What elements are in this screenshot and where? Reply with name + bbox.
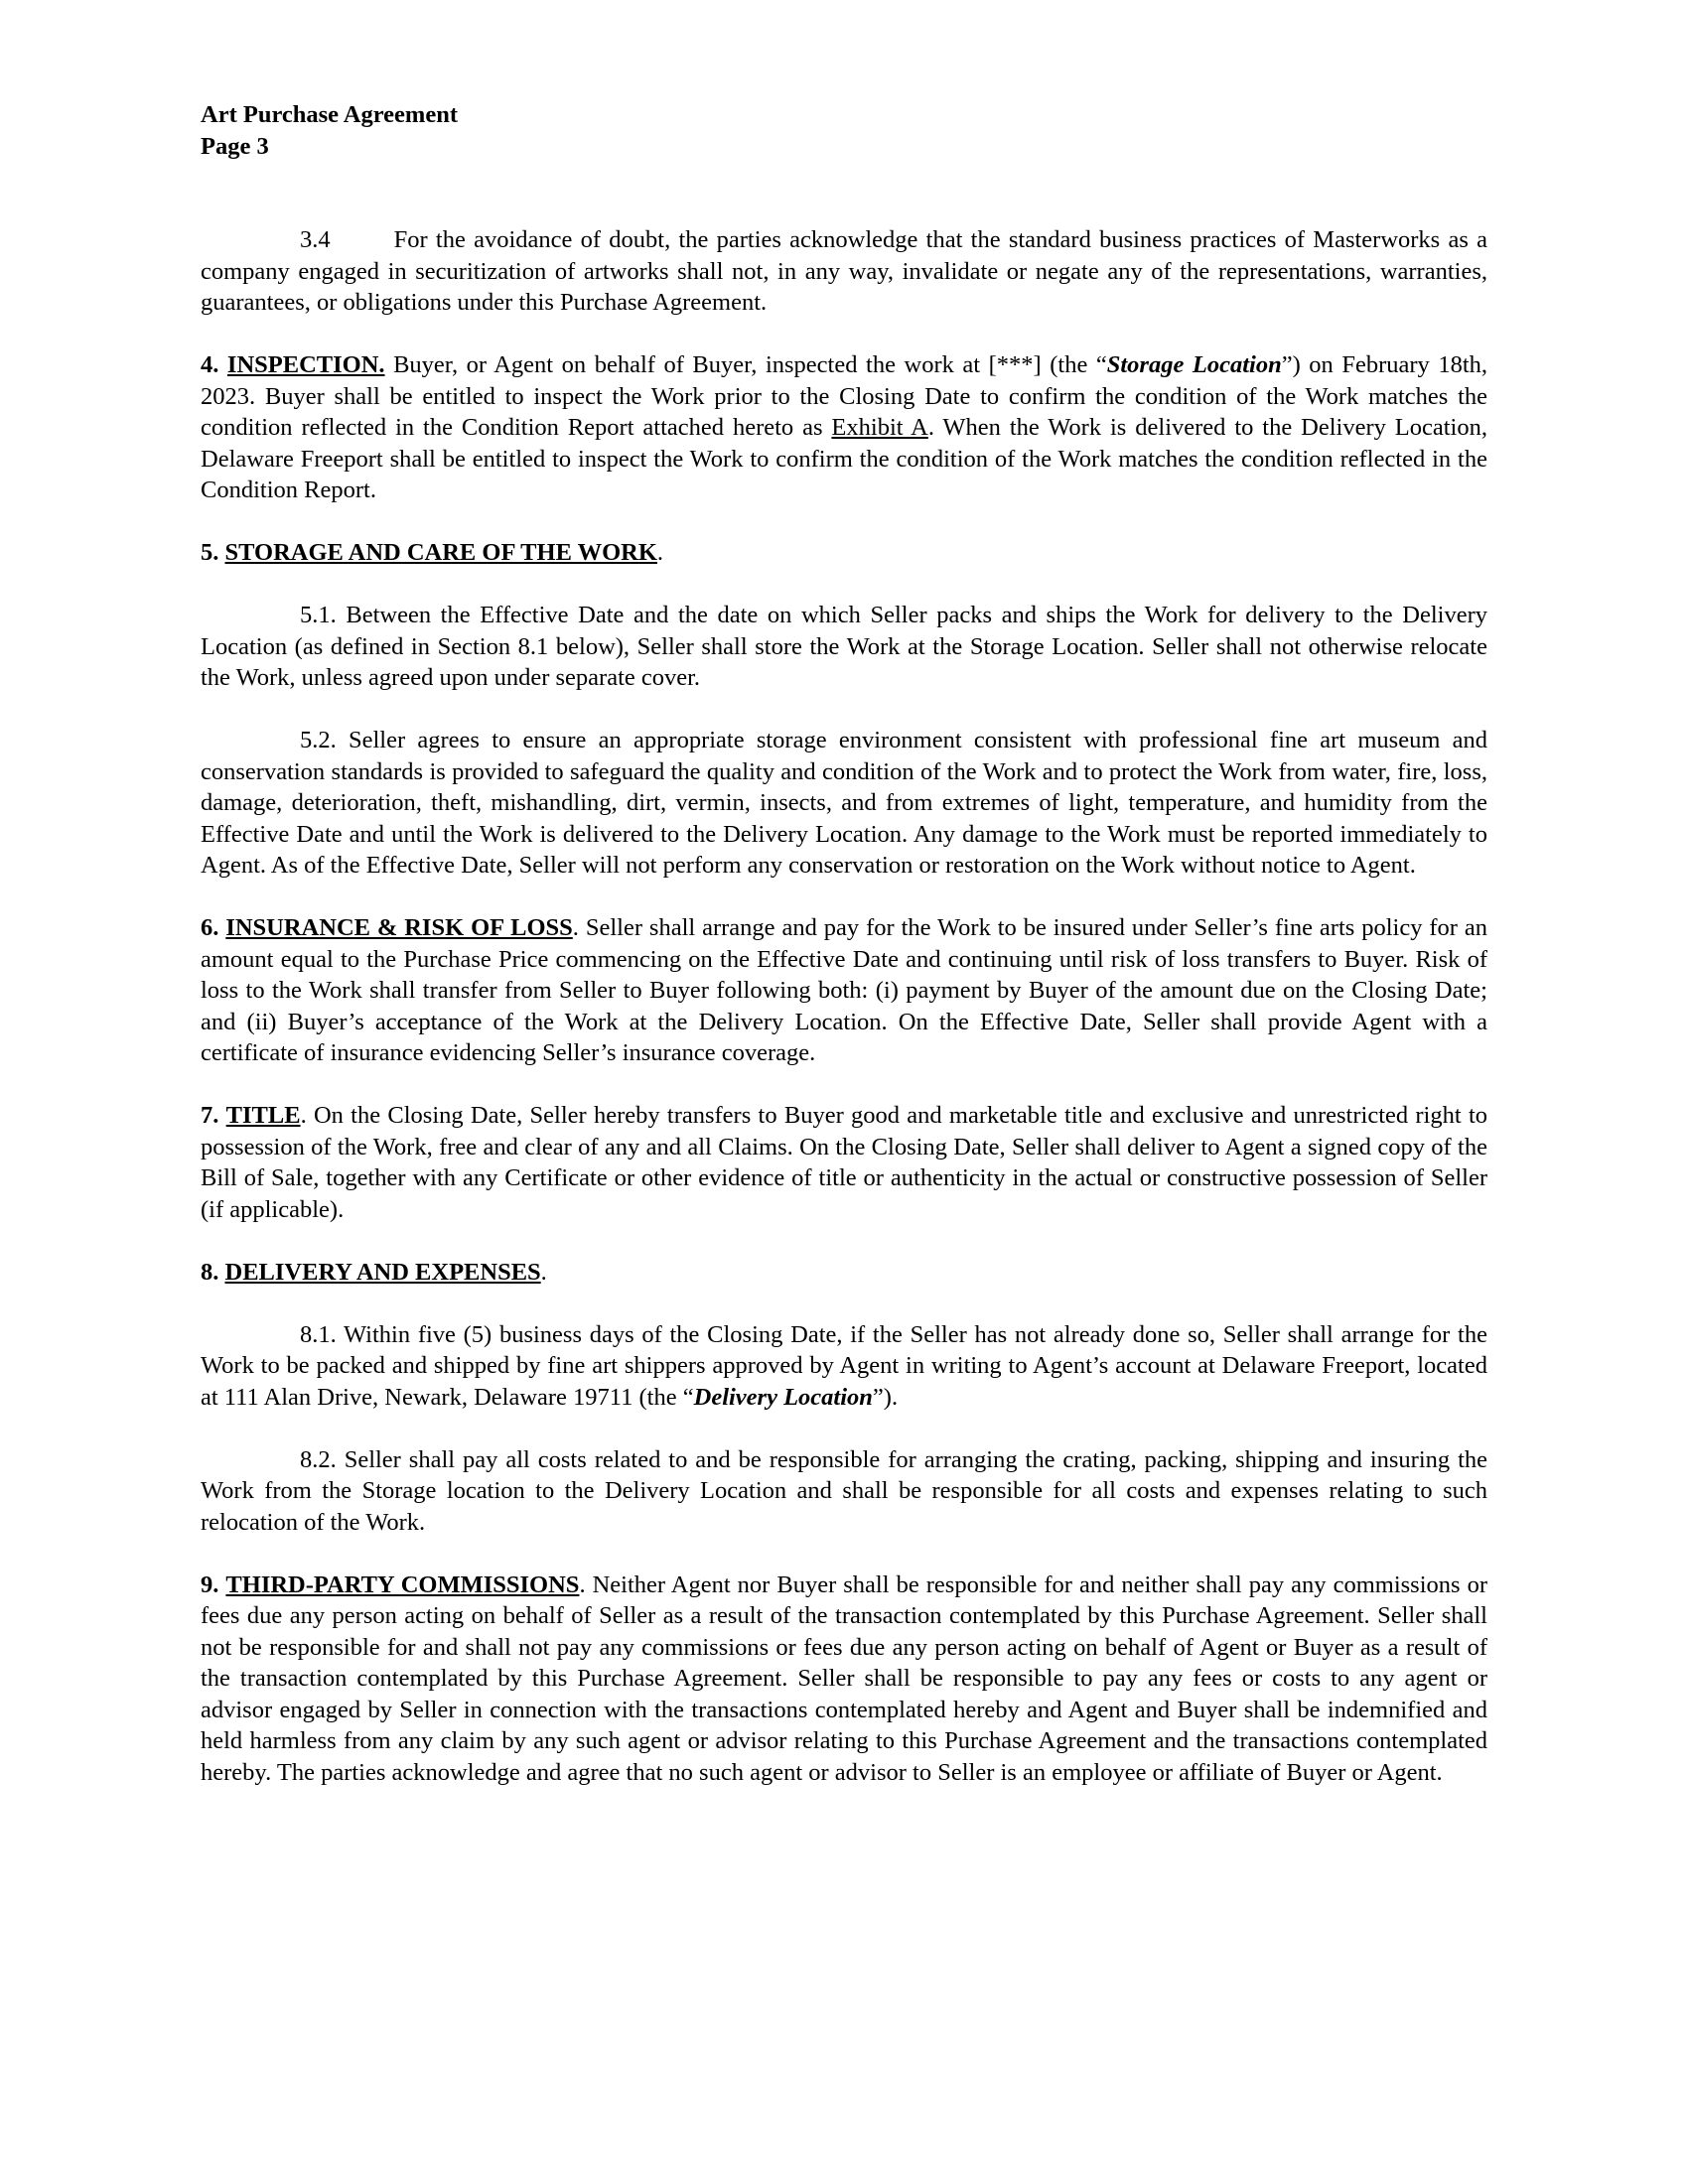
section-text: . When the Work is delivered to the Delivery Location, Delaware Freeport shall be entitled to inspect the Work to confirm the condition of the Work matches the condition reflected in the Condition Report. <box>201 414 1487 503</box>
section-number: 7. <box>201 1102 219 1129</box>
section-6-insurance <box>201 912 1487 1069</box>
section-number: 8. <box>201 1258 219 1286</box>
section-text: . Neither Agent nor Buyer shall be responsible for and neither shall pay any commissions or fees due any person acting on behalf of Seller as a result of the transaction contemplated by this Purchase Agreement. Seller shall not be responsible for and shall not pay any commissions or fees due any person acting on behalf of Agent or Buyer as a result of the transaction contemplated by this Purchase Agreement. Seller shall be responsible to pay any fees or costs to any agent or advisor engaged by Seller in connection with the transactions contemplated hereby and Agent and Buyer shall be indemnified and held harmless from any claim by any such agent or advisor relating to this Purchase Agreement and the transactions contemplated hereby. The parties acknowledge and agree that no such agent or advisor to Seller is an employee or affiliate of Buyer or Agent. <box>201 1570 1487 1786</box>
defined-term: Storage Location <box>1106 351 1282 378</box>
section-number: 5. <box>201 539 219 566</box>
section-number: 4. <box>201 351 219 378</box>
document-page <box>201 99 1487 1820</box>
clause-8-1 <box>201 1319 1487 1414</box>
clause-5-1: 5.1. Between the Effective Date and the date on which Seller packs and ships the Work for delivery to the Delivery Location (as defined in Section 8.1 below), Seller shall store the Work at the Storage Location. Seller shall not otherwise relocate the Work, unless agreed upon under separate cover. <box>201 602 1487 691</box>
clause-3-4 <box>201 224 1487 319</box>
section-punct: . <box>540 1258 547 1286</box>
section-title: STORAGE AND CARE OF THE WORK <box>224 539 657 566</box>
clause-text: ”). <box>872 1383 899 1411</box>
section-text: . Seller shall arrange and pay for the Work to be insured under Seller’s fine arts policy for an amount equal to the Purchase Price commencing on the Effective Date and continuing until risk of loss transfers to Buyer. Risk of loss to the Work shall transfer from Seller to Buyer following both: (i) payment by Buyer of the amount due on the Closing Date; and (ii) Buyer’s acceptance of the Work at the Delivery Location. On the Effective Date, Seller shall provide Agent with a certificate of insurance evidencing Seller’s insurance coverage. <box>201 914 1487 1066</box>
section-text: Buyer, or Agent on behalf of Buyer, inspected the work at [***] (the “ <box>384 351 1107 378</box>
section-4-inspection <box>201 349 1487 506</box>
section-8-heading <box>201 1257 1487 1289</box>
section-punct: . <box>656 539 664 566</box>
exhibit-reference: Exhibit A <box>831 414 928 441</box>
defined-term: Delivery Location <box>693 1383 873 1411</box>
section-number: 9. <box>201 1570 219 1598</box>
section-9-commissions <box>201 1570 1487 1789</box>
clause-8-2: 8.2. Seller shall pay all costs related to and be responsible for arranging the crating, packing, shipping and insuring the Work from the Storage location to the Delivery Location and shall be responsible for all costs and expenses relating to such relocation of the Work. <box>201 1445 1487 1536</box>
section-5-heading <box>201 537 1487 569</box>
section-text: ”) on February 18th, 2023. Buyer shall be entitled to inspect the Work prior to the Closing Date to confirm the condition of the Work matches the condition reflected in the Condition Report attached hereto as <box>201 351 1488 441</box>
section-text: . On the Closing Date, Seller hereby transfers to Buyer good and marketable title and exclusive and unrestricted right to possession of the Work, free and clear of any and all Claims. On the Closing Date, Seller shall deliver to Agent a signed copy of the Bill of Sale, together with any Certificate or other evidence of title or authenticity in the actual or constructive possession of Seller (if applicable). <box>201 1102 1488 1223</box>
section-title: TITLE <box>225 1102 301 1129</box>
page-number: Page 3 <box>201 133 269 160</box>
document-title: Art Purchase Agreement <box>201 101 458 128</box>
clause-text: 8.1. Within five (5) business days of the Closing Date, if the Seller has not already done so, Seller shall arrange for the Work to be packed and shipped by fine art shippers approved by Agent in writing to Agent’s account at Delaware Freeport, located at 111 Alan Drive, Newark, Delaware 19711 (the “ <box>201 1320 1487 1411</box>
section-title: THIRD-PARTY COMMISSIONS <box>225 1570 580 1598</box>
section-title: DELIVERY AND EXPENSES <box>224 1258 541 1286</box>
clause-5-2: 5.2. Seller agrees to ensure an appropriate storage environment consistent with professional fine art museum and conservation standards is provided to safeguard the quality and condition of the Work and to protect the Work from water, fire, loss, damage, deterioration, theft, mishandling, dirt, vermin, insects, and from extremes of light, temperature, and humidity from the Effective Date and until the Work is delivered to the Delivery Location. Any damage to the Work must be reported immediately to Agent. As of the Effective Date, Seller will not perform any conservation or restoration on the Work without notice to Agent. <box>201 727 1487 879</box>
clause-number: 3.4 <box>300 226 331 253</box>
section-number: 6. <box>201 914 219 941</box>
section-title: INSURANCE & RISK OF LOSS <box>225 914 573 941</box>
clause-text: For the avoidance of doubt, the parties acknowledge that the standard business practices of Masterworks as a company engaged in securitization of artworks shall not, in any way, invalidate or negate any of the representations, warranties, guarantees, or obligations under this Purchase Agreement. <box>201 226 1487 316</box>
page-header <box>201 99 1487 163</box>
section-7-title <box>201 1100 1487 1225</box>
section-title: INSPECTION. <box>226 351 385 378</box>
